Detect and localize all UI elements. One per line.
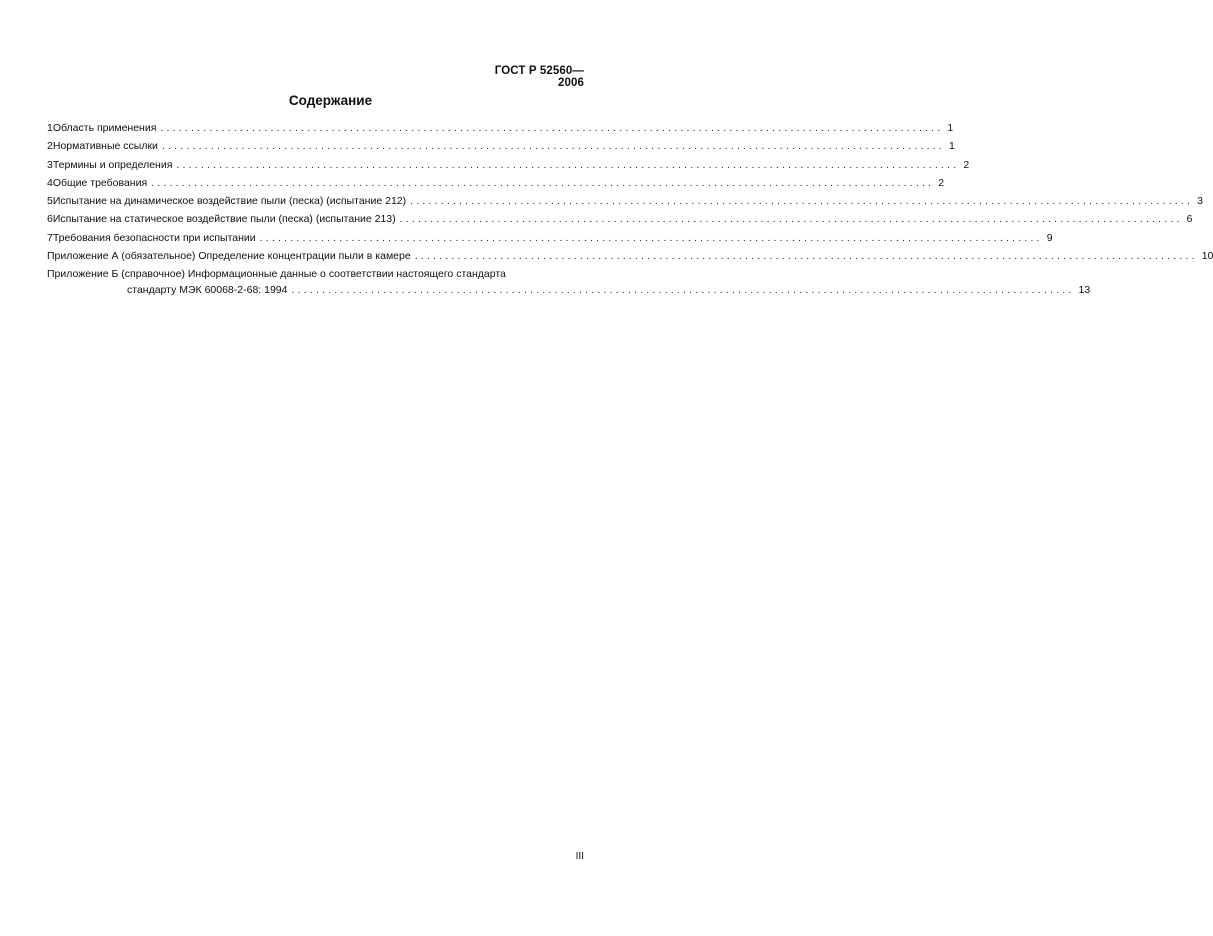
table-of-contents [47, 122, 1213, 303]
dot-leader: ................................................................................................................................ [176, 158, 960, 171]
document-code-header: ГОСТ Р 52560—2006 [494, 65, 584, 89]
toc-entry-title: Термины и определения [52, 158, 173, 171]
dot-leader: ................................................................................................................................ [414, 250, 1198, 263]
toc-annex-title-line2-row [47, 284, 1091, 297]
toc-entry-number: 5 [47, 195, 53, 208]
toc-entry-1[interactable] [47, 122, 954, 135]
toc-entry-page: 2 [963, 158, 970, 171]
toc-entry-title: Испытание на динамическое воздействие пыли (песка) (испытание 212) [52, 195, 407, 208]
toc-entry-number: 6 [47, 213, 53, 226]
toc-entry-title: Область применения [52, 122, 157, 134]
toc-entry-number: 2 [47, 140, 53, 153]
dot-leader: ................................................................................................................................ [291, 284, 1075, 297]
toc-entry-page: 3 [1197, 195, 1203, 208]
page-number: III [575, 851, 584, 862]
toc-entry-page: 1 [948, 140, 955, 153]
toc-annex-title-line1: Приложение Б (справочное) Информационные данные о соответствии настоящего стандарта [47, 268, 506, 281]
dot-leader: ................................................................................................................................ [410, 195, 1194, 208]
toc-entry-title: Испытание на статическое воздействие пыли (песка) (испытание 213) [52, 213, 396, 226]
toc-annex-a[interactable] [47, 250, 1213, 263]
toc-annex-page: 13 [1078, 284, 1091, 297]
toc-entry-page: 2 [938, 176, 945, 189]
toc-annex-b[interactable] [47, 268, 1091, 297]
toc-entry-page: 9 [1046, 231, 1053, 244]
dot-leader: ................................................................................................................................ [151, 176, 935, 189]
toc-entry-7[interactable] [47, 231, 1053, 245]
toc-entry-title: Общие требования [52, 176, 148, 189]
toc-entry-2[interactable] [47, 140, 955, 153]
toc-entry-number: 4 [47, 176, 53, 189]
dot-leader: ................................................................................................................................ [399, 213, 1183, 226]
toc-title: Содержание [288, 93, 373, 108]
toc-entry-3[interactable] [47, 158, 970, 172]
toc-entry-page: 1 [947, 122, 954, 134]
toc-entry-title: Нормативные ссылки [52, 140, 158, 153]
toc-entry-number: 3 [47, 158, 53, 171]
dot-leader: ................................................................................................................................ [160, 122, 944, 134]
toc-entry-5[interactable] [47, 195, 1203, 208]
toc-entry-title: Требования безопасности при испытании [52, 231, 256, 244]
toc-entry-number: 7 [47, 231, 53, 244]
toc-entry-page: 6 [1186, 213, 1193, 226]
toc-entry-4[interactable] [47, 176, 945, 190]
dot-leader: ................................................................................................................................ [259, 231, 1043, 244]
toc-annex-title: Приложение А (обязательное) Определение концентрации пыли в камере [47, 250, 411, 263]
toc-entry-number: 1 [47, 122, 53, 134]
toc-annex-title-line2: стандарту МЭК 60068-2-68: 1994 [127, 284, 288, 297]
toc-entry-6[interactable] [47, 213, 1193, 226]
dot-leader: ................................................................................................................................ [161, 140, 945, 153]
toc-annex-page: 10 [1201, 250, 1213, 263]
